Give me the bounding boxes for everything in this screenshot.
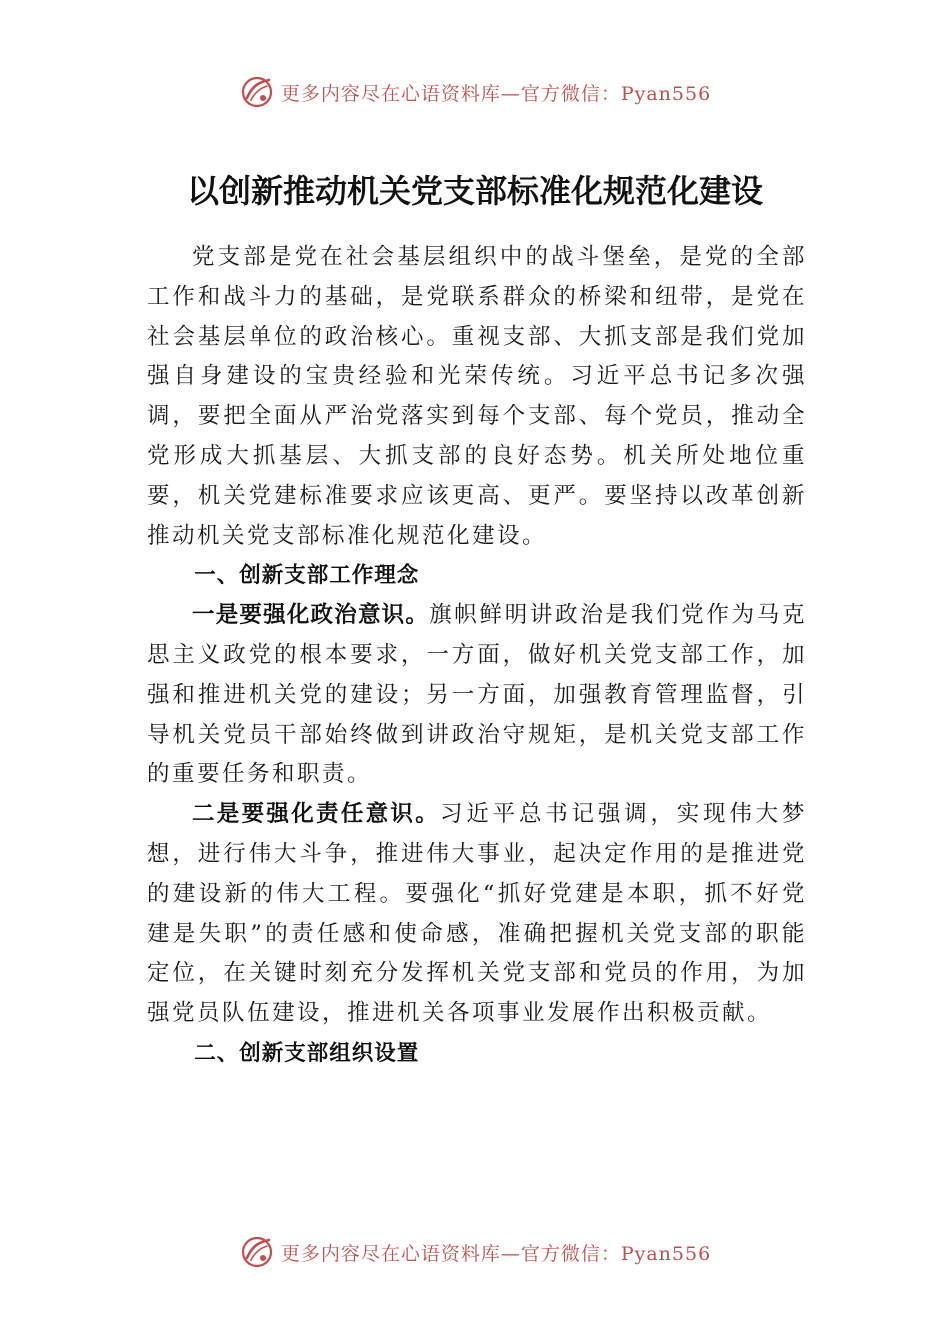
document-title: 以创新推动机关党支部标准化规范化建设	[186, 172, 763, 210]
point-lead-2: 二是要强化责任意识。	[192, 801, 441, 828]
section-heading-2: 二、创新支部组织设置	[194, 1040, 420, 1066]
document-body	[147, 238, 807, 1074]
brand-logo-icon	[239, 1234, 275, 1270]
intro-paragraph: 党支部是党在社会基层组织中的战斗堡垒，是党的全部工作和战斗力的基础，是党联系群众的桥梁和纽带，是党在社会基层单位的政治核心。重视支部、大抓支部是我们党加强自身建设的宝贵经验和光荣传统。习近平总书记多次强调，要把全面从严治党落实到每个支部、每个党员，推动全党形成大抓基层、大抓支部的良好态势。机关所处地位重要，机关党建标准要求应该更高、更严。要坚持以改革创新推动机关党支部标准化规范化建设。	[147, 244, 807, 549]
point-body-2: 习近平总书记强调，实现伟大梦想，进行伟大斗争，推进伟大事业，起决定作用的是推进党的建设新的伟大工程。要强化“抓好党建是本职，抓不好党建是失职”的责任感和使命感，准确把握机关党支部的职能定位，在关键时刻充分发挥机关党支部和党员的作用，为加强党员队伍建设，推进机关各项事业发展作出积极贡献。	[147, 801, 807, 1027]
point-body-1: 旗帜鲜明讲政治是我们党作为马克思主义政党的根本要求，一方面，做好机关党支部工作，加强和推进机关党的建设；另一方面，加强教育管理监督，引导机关党员干部始终做到讲政治守规矩，是机关党支部工作的重要任务和职责。	[147, 602, 807, 788]
footer-watermark-banner	[0, 1230, 950, 1274]
header-watermark-banner	[0, 70, 950, 114]
point-paragraph-2	[147, 795, 807, 1034]
section-heading-1: 一、创新支部工作理念	[194, 563, 420, 589]
point-lead-1: 一是要强化政治意识。	[192, 602, 430, 629]
watermark-text: 更多内容尽在心语资料库—官方微信：Pyan556	[280, 1242, 712, 1265]
watermark-text: 更多内容尽在心语资料库—官方微信：Pyan556	[280, 82, 712, 105]
brand-logo-icon	[239, 74, 275, 110]
point-paragraph-1	[147, 596, 807, 795]
